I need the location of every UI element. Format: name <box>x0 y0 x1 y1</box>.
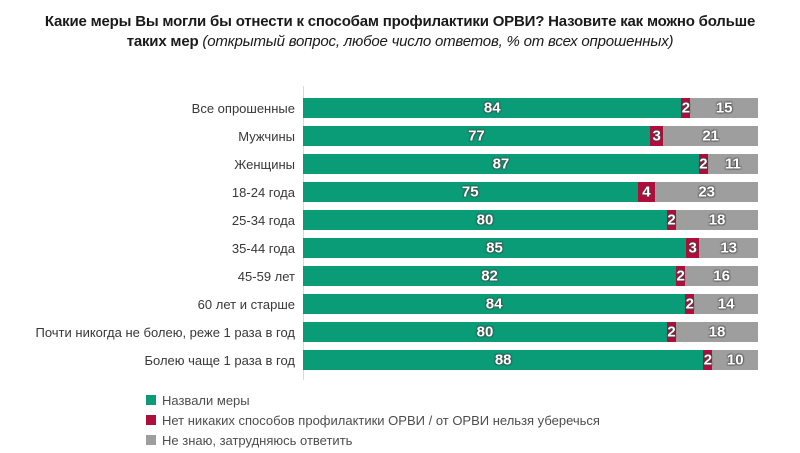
legend-label: Не знаю, затрудняюсь ответить <box>162 432 353 448</box>
chart-title-line1: Какие меры Вы могли бы отнести к способам профилактики ОРВИ? Назовите как можно больше <box>44 13 756 30</box>
category-label: Все опрошенные <box>191 100 295 116</box>
legend-item <box>146 410 800 430</box>
bar-value-label: 80 <box>476 211 494 229</box>
bar-segment <box>303 154 699 174</box>
bar-segment <box>690 98 758 118</box>
bar-segment <box>303 182 638 202</box>
bar-value-label: 2 <box>667 323 676 341</box>
bar-value-label: 16 <box>713 267 730 285</box>
bar-value-label: 3 <box>652 127 661 145</box>
bar-segment <box>303 266 676 286</box>
bar-value-label: 4 <box>642 183 651 201</box>
bar-value-label: 18 <box>708 211 726 229</box>
bar-value-label: 77 <box>468 127 485 145</box>
bar-track <box>303 266 758 286</box>
bar-row <box>0 178 800 206</box>
bar-row <box>0 346 800 374</box>
bar-value-label: 11 <box>725 155 741 173</box>
legend-swatch-icon <box>146 395 156 405</box>
bar-segment <box>699 238 758 258</box>
bar-segment <box>650 126 664 146</box>
bar-value-label: 82 <box>481 267 498 285</box>
bar-value-label: 80 <box>476 323 494 341</box>
bar-segment <box>663 126 758 146</box>
bar-row <box>0 318 800 346</box>
bar-segment <box>676 210 758 230</box>
bar-value-label: 2 <box>699 155 708 173</box>
bar-row <box>0 206 800 234</box>
bar-value-label: 2 <box>703 351 713 369</box>
category-label: 25-34 года <box>231 212 295 228</box>
legend-swatch-icon <box>146 435 156 445</box>
legend-label: Назвали меры <box>162 392 250 408</box>
bar-row <box>0 262 800 290</box>
bar-value-label: 14 <box>717 295 735 313</box>
bar-row <box>0 94 800 122</box>
bar-segment <box>681 98 690 118</box>
bar-rows <box>0 94 800 374</box>
bar-value-label: 84 <box>483 99 501 117</box>
category-label: 60 лет и старше <box>197 296 295 312</box>
bar-segment <box>303 210 667 230</box>
bar-segment <box>303 294 685 314</box>
category-label: Женщины <box>234 156 295 172</box>
category-label: Почти никогда не болею, реже 1 раза в год <box>35 324 295 340</box>
category-label: Болею чаще 1 раза в год <box>144 352 295 368</box>
bar-segment <box>699 154 708 174</box>
category-label: 35-44 года <box>231 240 295 256</box>
bar-segment <box>303 350 703 370</box>
stacked-bar-chart <box>0 94 800 374</box>
bar-value-label: 18 <box>708 323 726 341</box>
bar-track <box>303 182 758 202</box>
bar-segment <box>667 322 676 342</box>
bar-segment <box>303 238 686 258</box>
bar-value-label: 2 <box>685 295 694 313</box>
bar-value-label: 3 <box>688 239 697 257</box>
chart-title-line2-italic: (открытый вопрос, любое число ответов, % от всех опрошенных) <box>202 33 674 50</box>
bar-value-label: 2 <box>681 99 691 117</box>
bar-value-label: 2 <box>676 267 685 285</box>
legend-item <box>146 390 800 410</box>
bar-row <box>0 150 800 178</box>
bar-track <box>303 98 758 118</box>
category-label: 45-59 лет <box>237 268 295 284</box>
bar-value-label: 15 <box>715 99 733 117</box>
bar-segment <box>712 350 758 370</box>
legend-swatch-icon <box>146 415 156 425</box>
bar-value-label: 21 <box>702 127 720 145</box>
bar-track <box>303 294 758 314</box>
bar-value-label: 10 <box>726 351 744 369</box>
category-label: Мужчины <box>238 128 295 144</box>
bar-segment <box>708 154 758 174</box>
bar-track <box>303 154 758 174</box>
bar-value-label: 13 <box>720 239 738 257</box>
bar-value-label: 87 <box>492 155 510 173</box>
bar-row <box>0 234 800 262</box>
chart-legend <box>146 390 800 450</box>
bar-value-label: 2 <box>667 211 676 229</box>
bar-segment <box>694 294 758 314</box>
bar-segment <box>686 238 700 258</box>
bar-value-label: 84 <box>485 295 503 313</box>
bar-segment <box>676 266 685 286</box>
bar-segment <box>303 126 650 146</box>
bar-segment <box>667 210 676 230</box>
bar-segment <box>303 322 667 342</box>
legend-label: Нет никаких способов профилактики ОРВИ / от ОРВИ нельзя уберечься <box>162 412 600 428</box>
chart-title-line2-bold: таких мер <box>126 33 203 50</box>
bar-row <box>0 122 800 150</box>
bar-track <box>303 126 758 146</box>
category-label: 18-24 года <box>231 184 295 200</box>
bar-value-label: 23 <box>698 183 716 201</box>
bar-segment <box>303 98 681 118</box>
bar-track <box>303 210 758 230</box>
bar-row <box>0 290 800 318</box>
bar-segment <box>685 266 758 286</box>
bar-segment <box>638 182 656 202</box>
bar-segment <box>676 322 758 342</box>
bar-segment <box>703 350 712 370</box>
bar-segment <box>655 182 758 202</box>
bar-track <box>303 322 758 342</box>
chart-title <box>0 0 800 52</box>
legend-item <box>146 430 800 450</box>
bar-value-label: 88 <box>494 351 512 369</box>
bar-track <box>303 350 758 370</box>
bar-track <box>303 238 758 258</box>
bar-value-label: 85 <box>486 239 503 257</box>
bar-value-label: 75 <box>461 183 479 201</box>
bar-segment <box>685 294 694 314</box>
